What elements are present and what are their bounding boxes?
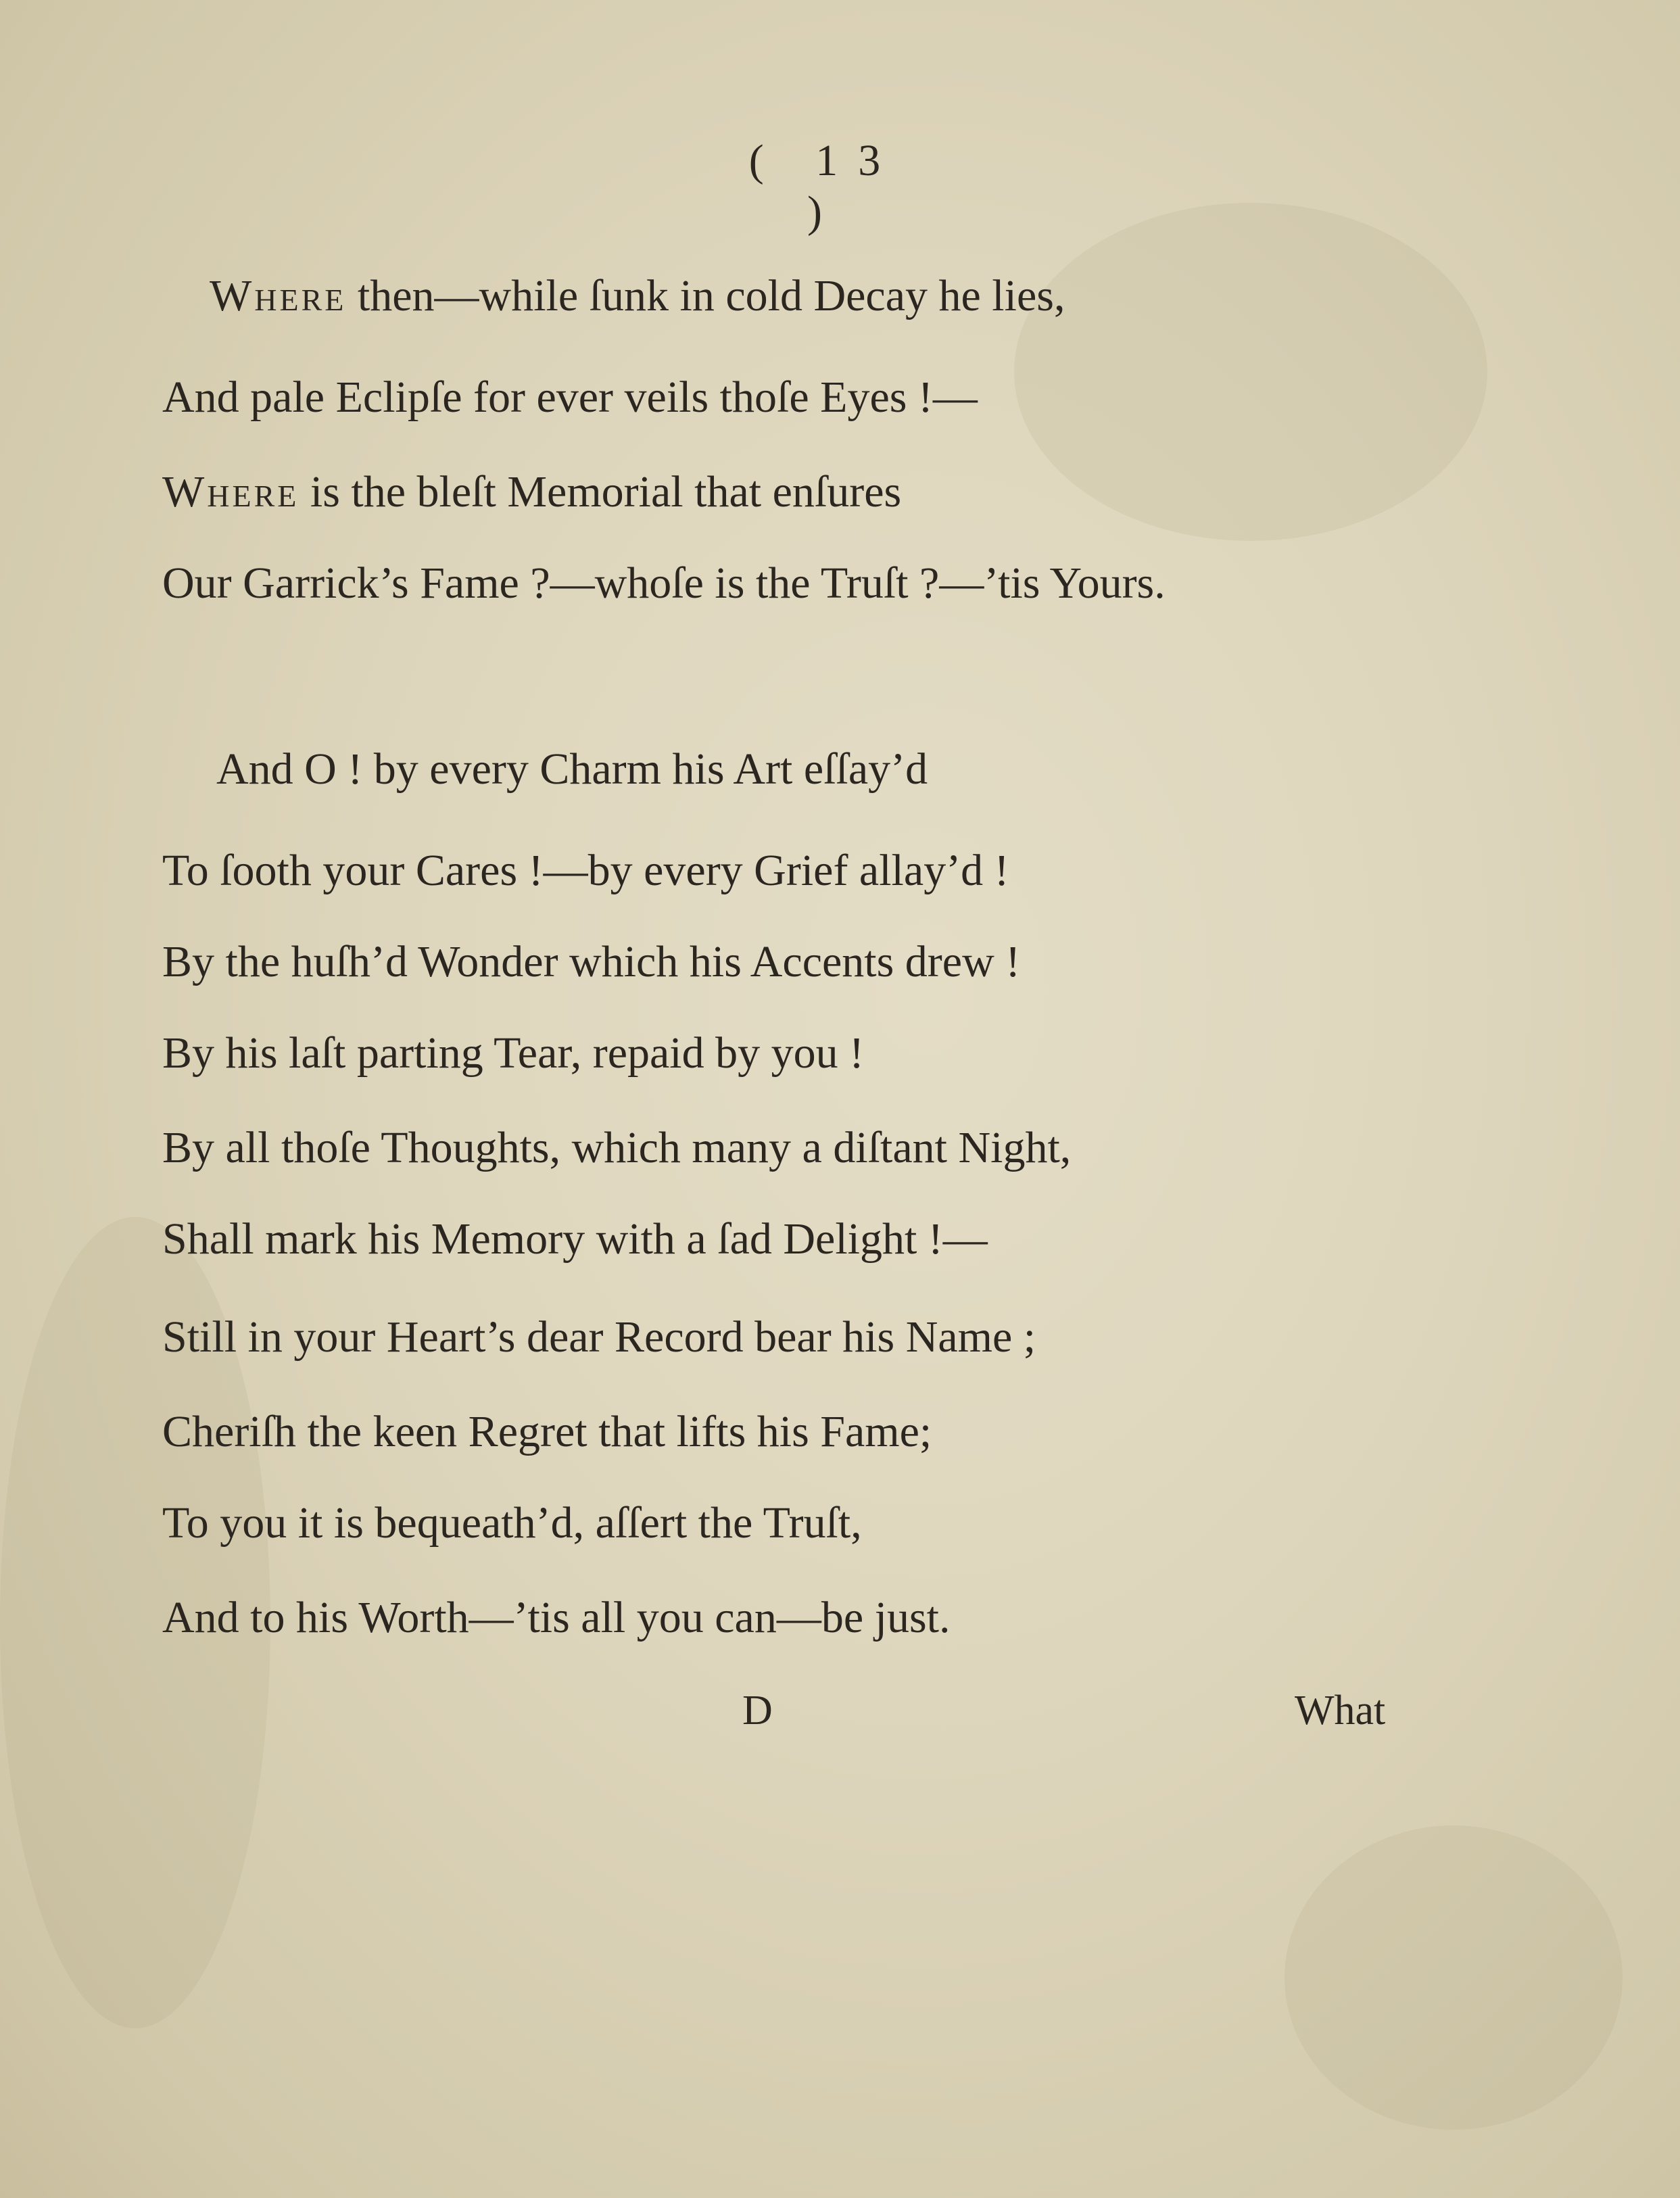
poem-line: Our Garrick’s Fame ?—whoſe is the Truſt ?—’tis Yours. xyxy=(162,558,1166,608)
poem-line: Where is the bleſt Memorial that enſures xyxy=(162,467,902,517)
small-caps-word: Where xyxy=(162,467,299,517)
poem-line: Still in your Heart’s dear Record bear his Name ; xyxy=(162,1312,1036,1362)
poem-line: Where then—while ſunk in cold Decay he lies, xyxy=(210,271,1065,320)
paper-stain xyxy=(1285,1825,1623,2130)
signature-mark: D xyxy=(742,1688,773,1734)
paper-stain xyxy=(1014,203,1487,541)
poem-line: And O ! by every Charm his Art eſſay’d xyxy=(216,744,928,794)
poem-line: Shall mark his Memory with a ſad Delight !— xyxy=(162,1214,988,1264)
poem-line: And to his Worth—’tis all you can—be just. xyxy=(162,1593,951,1642)
page-number: ( 13 ) xyxy=(748,136,901,237)
poem-line: To you it is bequeath’d, aſſert the Truſt, xyxy=(162,1498,862,1548)
poem-line: And pale Eclipſe for ever veils thoſe Eyes !— xyxy=(162,373,978,422)
catchword: What xyxy=(1295,1688,1386,1734)
poem-line: Cheriſh the keen Regret that lifts his Fame; xyxy=(162,1407,932,1456)
poem-line: By his laſt parting Tear, repaid by you ! xyxy=(162,1028,865,1078)
poem-line: By all thoſe Thoughts, which many a diſtant Night, xyxy=(162,1123,1072,1172)
small-caps-word: Where xyxy=(210,271,347,320)
poem-line: To ſooth your Cares !—by every Grief allay’d ! xyxy=(162,846,1009,895)
poem-line: By the huſh’d Wonder which his Accents drew ! xyxy=(162,937,1021,986)
